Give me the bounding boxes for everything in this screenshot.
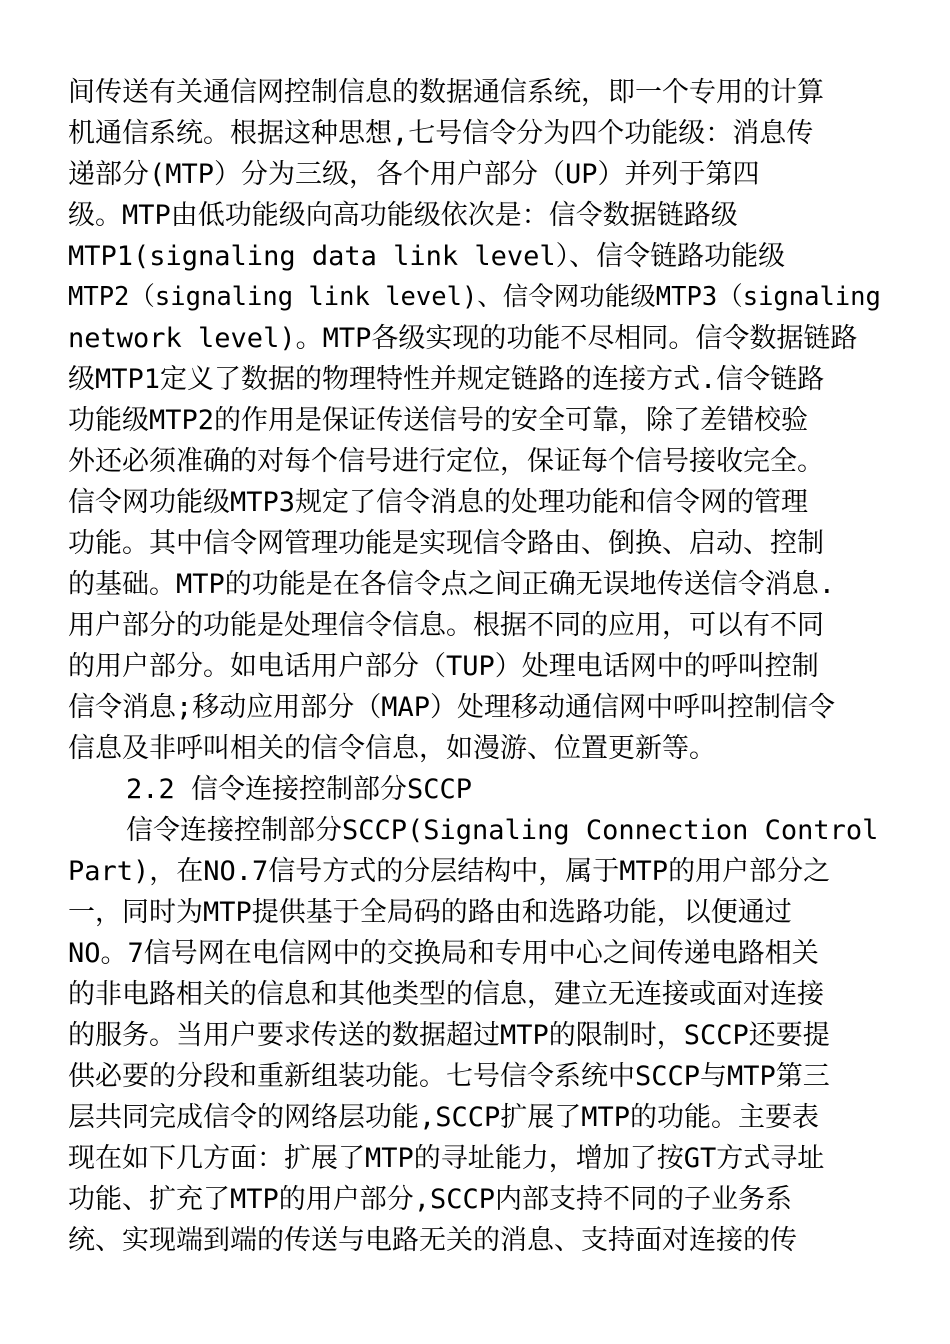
text-line: 的基础。MTP的功能是在各信令点之间正确无误地传送信令消息. xyxy=(68,569,836,600)
text-line: 信令网功能级MTP3规定了信令消息的处理功能和信令网的管理 xyxy=(68,487,809,518)
text-line: MTP1(signaling data link level）、信令链路功能级 xyxy=(68,241,786,272)
text-line: 递部分(MTP）分为三级，各个用户部分（UP）并列于第四 xyxy=(68,159,760,190)
text-line: 层共同完成信令的网络层功能,SCCP扩展了MTP的功能。主要表 xyxy=(68,1102,820,1133)
text-line: Part)，在NO.7信号方式的分层结构中，属于MTP的用户部分之 xyxy=(68,856,831,887)
text-line: 的用户部分。如电话用户部分（TUP）处理电话网中的呼叫控制 xyxy=(68,651,819,682)
text-line: 信令连接控制部分SCCP(Signaling Connection Control xyxy=(126,815,879,846)
text-line: 一，同时为MTP提供基于全局码的路由和选路功能，以便通过 xyxy=(68,897,792,928)
text-line: 级MTP1定义了数据的物理特性并规定链路的连接方式.信令链路 xyxy=(68,364,825,395)
text-line: 间传送有关通信网控制信息的数据通信系统，即一个专用的计算 xyxy=(68,77,824,108)
text-line: 信息及非呼叫相关的信令信息，如漫游、位置更新等。 xyxy=(68,733,716,764)
text-line: 的服务。当用户要求传送的数据超过MTP的限制时，SCCP还要提 xyxy=(68,1020,830,1051)
text-line: 信令消息;移动应用部分（MAP）处理移动通信网中呼叫控制信令 xyxy=(68,692,836,723)
text-line: 的非电路相关的信息和其他类型的信息，建立无连接或面对连接 xyxy=(68,979,824,1010)
text-line: 用户部分的功能是处理信令信息。根据不同的应用，可以有不同 xyxy=(68,610,824,641)
text-line: NO。7信号网在电信网中的交换局和专用中心之间传递电路相关 xyxy=(68,938,819,969)
text-line: 功能级MTP2的作用是保证传送信号的安全可靠，除了差错校验 xyxy=(68,405,809,436)
text-line: 级。MTP由低功能级向高功能级依次是：信令数据链路级 xyxy=(68,200,738,231)
text-line: 外还必须准确的对每个信号进行定位，保证每个信号接收完全。 xyxy=(68,446,824,477)
text-line: 统、实现端到端的传送与电路无关的消息、支持面对连接的传 xyxy=(68,1225,797,1256)
text-line: 功能。其中信令网管理功能是实现信令路由、倒换、启动、控制 xyxy=(68,528,824,559)
text-line: 现在如下几方面：扩展了MTP的寻址能力，增加了按GT方式寻址 xyxy=(68,1143,825,1174)
body-text xyxy=(68,72,888,1261)
text-line: 机通信系统。根据这种思想,七号信令分为四个功能级：消息传 xyxy=(68,118,814,149)
text-line: network level)。MTP各级实现的功能不尽相同。信令数据链路 xyxy=(68,323,858,354)
text-line: MTP2（signaling link level)、信令网功能级MTP3（signaling xyxy=(68,282,881,312)
text-line: 供必要的分段和重新组装功能。七号信令系统中SCCP与MTP第三 xyxy=(68,1061,830,1092)
text-line: 功能、扩充了MTP的用户部分,SCCP内部支持不同的子业务系 xyxy=(68,1184,793,1215)
section-heading: 2.2 信令连接控制部分SCCP xyxy=(126,774,473,805)
